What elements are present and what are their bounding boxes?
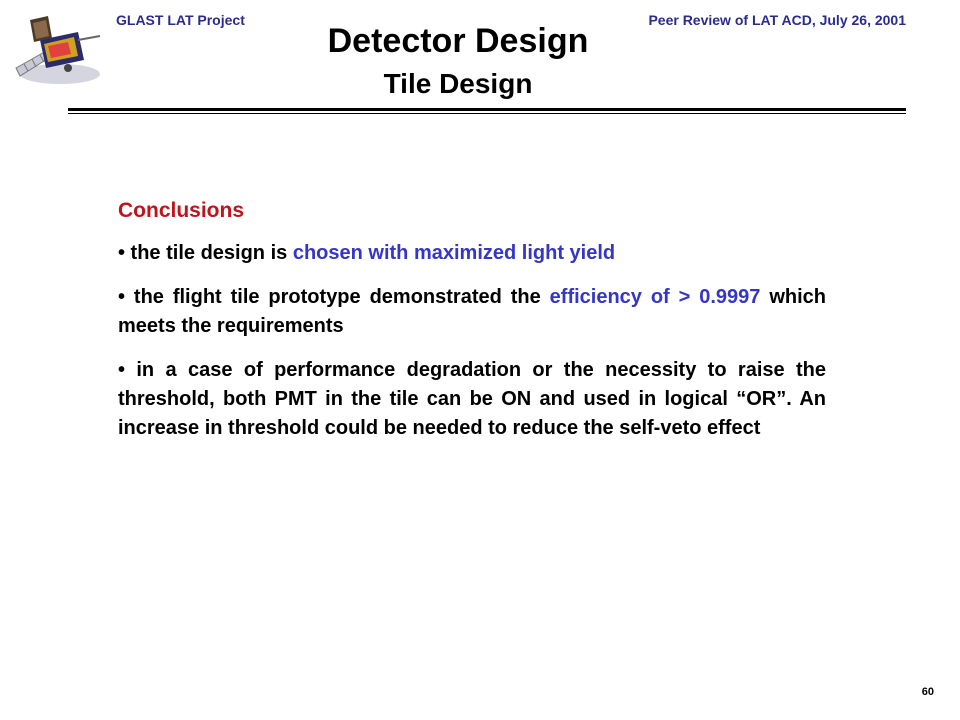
review-title: Peer Review of LAT ACD, July 26, 2001 [648, 12, 906, 28]
bullet-threshold [118, 356, 826, 443]
page-number: 60 [921, 686, 934, 698]
title-divider [68, 108, 906, 114]
bullet-efficiency [118, 283, 826, 341]
slide-title: Detector Design [327, 22, 589, 60]
bullet-light-yield [118, 239, 826, 268]
bullet-highlight: chosen with maximized light yield [292, 242, 616, 264]
bullet-text: • in a case of performance degradation or the necessity to raise the threshold, both PMT in the tile can be ON and used in logical “OR”. An increase in threshold could be needed to reduce the self-veto effect [118, 359, 826, 439]
project-name: GLAST LAT Project [116, 12, 245, 28]
bullet-text: • the flight tile prototype demonstrated the [118, 286, 550, 308]
bullet-highlight: efficiency of > 0.9997 [549, 286, 761, 308]
slide-content [118, 196, 826, 458]
conclusions-heading: Conclusions [118, 199, 245, 222]
bullet-text: which meets the requirements [118, 286, 826, 337]
bullet-text: • the tile design is [118, 242, 293, 264]
slide-subtitle: Tile Design [383, 68, 533, 99]
